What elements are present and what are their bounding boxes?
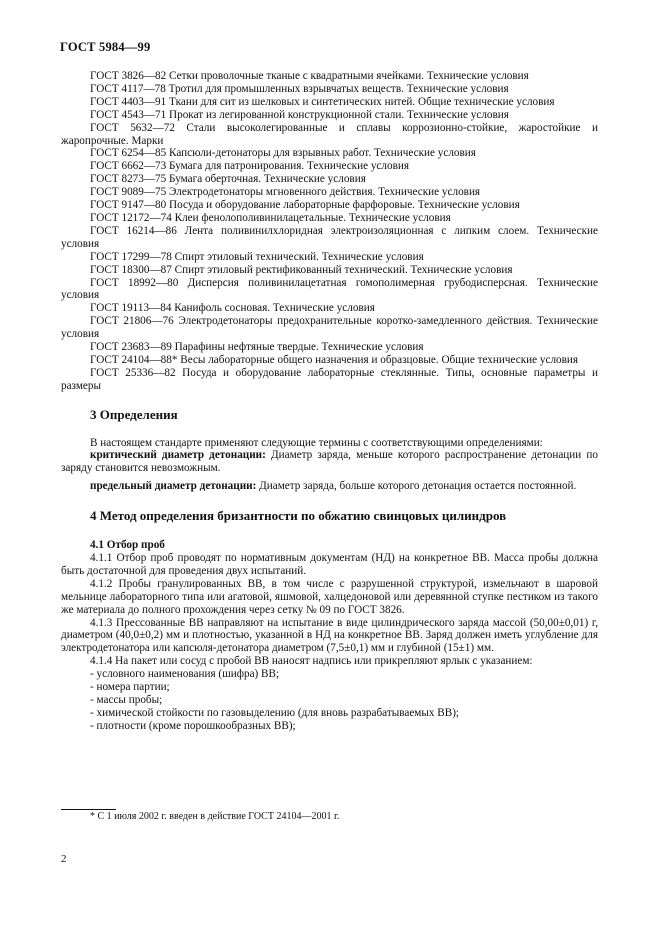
reference-item: ГОСТ 18300—87 Спирт этиловый ректификованный технический. Технические условия xyxy=(90,263,513,276)
reference-item: ГОСТ 23683—89 Парафины нефтяные твердые. Технические условия xyxy=(90,341,424,354)
subsection-4-1-heading: 4.1 Отбор проб xyxy=(90,539,165,552)
reference-item: ГОСТ 21806—76 Электродетонаторы предохранительные коротко-замедленного действия. Технические условия xyxy=(61,315,598,341)
footnote-divider xyxy=(61,809,116,810)
section-3-heading: 3 Определения xyxy=(90,406,178,422)
label-list-item: - номера партии; xyxy=(90,681,170,694)
label-list-item: - химической стойкости по газовыделению (для вновь разрабатываемых ВВ); xyxy=(90,706,460,719)
definition-term: предельный диаметр детонации: xyxy=(90,480,257,493)
label-list-item: - условного наименования (шифра) ВВ; xyxy=(90,668,280,681)
reference-item: ГОСТ 4543—71 Прокат из легированной конструкционной стали. Технические условия xyxy=(90,108,509,121)
reference-item: ГОСТ 8273—75 Бумага оберточная. Технические условия xyxy=(90,173,366,186)
document-header: ГОСТ 5984—99 xyxy=(60,40,151,54)
section-4-heading: 4 Метод определения бризантности по обжатию свинцовых цилиндров xyxy=(90,508,507,524)
definitions-intro: В настоящем стандарте применяют следующие термины с соответствующими определениями: xyxy=(90,436,543,449)
definition-limit-diameter xyxy=(61,480,598,493)
reference-item: ГОСТ 19113—84 Канифоль сосновая. Технические условия xyxy=(90,302,375,315)
paragraph-4-1-2: 4.1.2 Пробы гранулированных ВВ, в том числе с разрушенной структурой, измельчают в шаровой мельнице лабораторного типа или агатовой, яшмовой, халцедоновой или деревянной ступке пестиком из такого же материала до полного прохождения через сетку № 09 по ГОСТ 3826. xyxy=(61,577,598,616)
reference-item: ГОСТ 9147—80 Посуда и оборудование лабораторные фарфоровые. Технические условия xyxy=(90,199,520,212)
paragraph-4-1-3: 4.1.3 Прессованные ВВ направляют на испытание в виде цилиндрического заряда массой (50,00±0,01) г, диаметром (40,0±0,2) мм и плотностью, указанной в НД на конкретное ВВ. Заряд должен иметь углубление для электродетонатора или капсюля-детонатора диаметром (7,5±0,1) мм и глубиной (15±1) мм. xyxy=(61,616,598,655)
reference-item: ГОСТ 17299—78 Спирт этиловый технический. Технические условия xyxy=(90,250,424,263)
reference-item: ГОСТ 3826—82 Сетки проволочные тканые с квадратными ячейками. Технические условия xyxy=(90,70,529,82)
page-content xyxy=(61,70,598,733)
reference-item: ГОСТ 6662—73 Бумага для патронирования. Технические условия xyxy=(90,160,409,173)
reference-item: ГОСТ 9089—75 Электродетонаторы мгновенного действия. Технические условия xyxy=(90,186,481,199)
reference-item: ГОСТ 5632—72 Стали высоколегированные и сплавы коррозионно-стойкие, жаростойкие и жаропрочные. Марки xyxy=(61,121,598,147)
paragraph-4-1-1: 4.1.1 Отбор проб проводят по нормативным документам (НД) на конкретное ВВ. Масса пробы должна быть достаточной для проведения двух испытаний. xyxy=(61,552,598,577)
normative-references-list xyxy=(61,70,598,393)
reference-item: ГОСТ 6254—85 Капсюли-детонаторы для взрывных работ. Технические условия xyxy=(90,147,476,160)
definition-term: критический диаметр детонации: xyxy=(90,449,266,462)
page-number: 2 xyxy=(61,853,67,865)
definition-critical-diameter xyxy=(61,449,598,475)
paragraph-4-1-4: 4.1.4 На пакет или сосуд с пробой ВВ наносят надпись или прикрепляют ярлык с указанием: xyxy=(90,655,533,668)
label-list-item: - плотности (кроме порошкообразных ВВ); xyxy=(90,719,296,732)
reference-item: ГОСТ 16214—86 Лента поливинилхлоридная электроизоляционная с липким слоем. Технические условия xyxy=(61,224,598,250)
reference-item: ГОСТ 12172—74 Клеи фенолополивинилацетальные. Технические условия xyxy=(90,211,451,224)
reference-item: ГОСТ 4403—91 Ткани для сит из шелковых и синтетических нитей. Общие технические условия xyxy=(90,95,555,108)
reference-item: ГОСТ 25336—82 Посуда и оборудование лабораторные стеклянные. Типы, основные параметры и размеры xyxy=(61,366,598,392)
footnote: * С 1 июля 2002 г. введен в действие ГОСТ 24104—2001 г. xyxy=(90,811,340,822)
definition-text: Диаметр заряда, больше которого детонация остается постоянной. xyxy=(256,480,577,493)
definition-text: Диаметр заряда, меньше которого распространение детонации по заряду становится невозможным. xyxy=(61,449,598,475)
label-list-item: - массы пробы; xyxy=(90,693,163,706)
reference-item: ГОСТ 4117—78 Тротил для промышленных взрывчатых веществ. Технические условия xyxy=(90,82,509,95)
reference-item: ГОСТ 24104—88* Весы лабораторные общего назначения и образцовые. Общие технические условия xyxy=(90,353,579,366)
reference-item: ГОСТ 18992—80 Дисперсия поливинилацетатная гомополимерная грубодисперсная. Технические условия xyxy=(61,276,598,302)
